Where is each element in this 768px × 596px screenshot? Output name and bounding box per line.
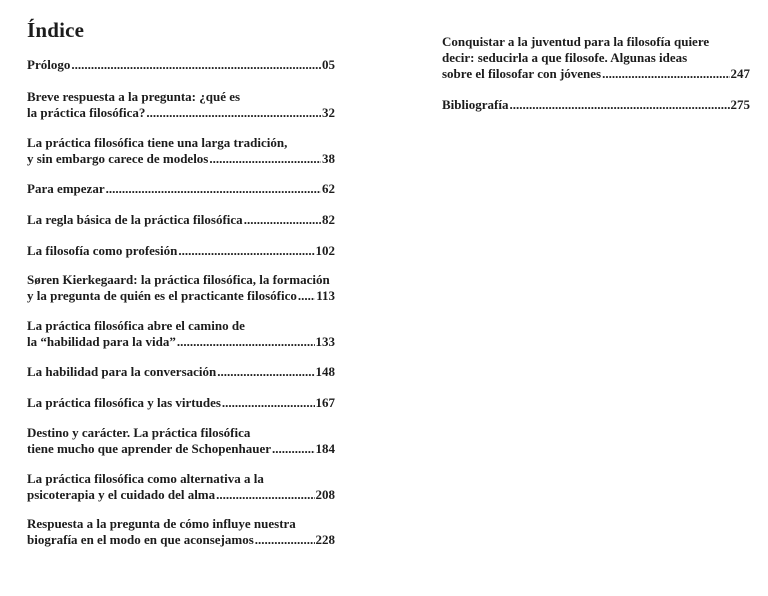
page-title: Índice <box>27 18 85 42</box>
toc-entry-title: la “habilidad para la vida” <box>27 334 176 349</box>
toc-entry[interactable] <box>442 34 750 82</box>
toc-column-left <box>27 57 335 548</box>
dot-leader <box>71 57 321 73</box>
dot-leader <box>298 288 315 304</box>
toc-entry-title: sobre el filosofar con jóvenes <box>442 66 602 81</box>
toc-entry-title: Breve respuesta a la pregunta: ¿qué es <box>27 89 241 104</box>
toc-entry[interactable] <box>27 243 335 259</box>
toc-entry[interactable] <box>27 395 335 411</box>
dot-leader <box>509 97 729 113</box>
toc-page-number: 247 <box>730 66 750 81</box>
dot-leader <box>244 212 321 228</box>
toc-entry-title: La práctica filosófica como alternativa a la <box>27 471 264 486</box>
toc-entry[interactable] <box>27 425 335 457</box>
toc-entry[interactable] <box>27 272 335 304</box>
toc-page-number: 62 <box>322 181 335 196</box>
dot-leader <box>146 105 321 121</box>
toc-entry-title: la práctica filosófica? <box>27 105 146 120</box>
toc-page-number: 38 <box>322 151 335 166</box>
toc-entry[interactable] <box>27 135 335 167</box>
dot-leader <box>216 487 314 503</box>
toc-entry-title: La práctica filosófica abre el camino de <box>27 318 245 333</box>
toc-page-number: 05 <box>322 57 335 72</box>
toc-entry[interactable] <box>27 181 335 197</box>
toc-entry[interactable] <box>27 471 335 503</box>
toc-entry-title: decir: seducirla a que filosofe. Algunas ideas <box>442 50 688 65</box>
toc-entry-title: y sin embargo carece de modelos <box>27 151 209 166</box>
toc-entry-title: Søren Kierkegaard: la práctica filosófica, la formación <box>27 272 330 287</box>
toc-page-number: 133 <box>315 334 335 349</box>
dot-leader <box>222 395 315 411</box>
toc-entry-title: Conquistar a la juventud para la filosofía quiere <box>442 34 710 49</box>
toc-entry-title: Para empezar <box>27 181 105 196</box>
toc-page-number: 102 <box>315 243 335 258</box>
toc-entry-title: La filosofía como profesión <box>27 243 178 258</box>
toc-entry[interactable] <box>27 516 335 548</box>
toc-column-right <box>442 34 750 113</box>
dot-leader <box>178 243 314 259</box>
toc-page-number: 148 <box>315 364 335 379</box>
toc-entry[interactable] <box>27 57 335 73</box>
toc-page-number: 82 <box>322 212 335 227</box>
toc-entry-title: La habilidad para la conversación <box>27 364 217 379</box>
toc-entry-title: tiene mucho que aprender de Schopenhauer <box>27 441 272 456</box>
toc-entry[interactable] <box>442 97 750 113</box>
dot-leader <box>209 151 321 167</box>
dot-leader <box>106 181 321 197</box>
toc-entry-title: biografía en el modo en que aconsejamos <box>27 532 254 547</box>
dot-leader <box>272 441 314 457</box>
dot-leader <box>602 66 729 82</box>
toc-page-number: 167 <box>315 395 335 410</box>
toc-page-number: 113 <box>316 288 335 303</box>
dot-leader <box>177 334 315 350</box>
dot-leader <box>255 532 315 548</box>
toc-entry[interactable] <box>27 318 335 350</box>
toc-entry-title: La práctica filosófica tiene una larga tradición, <box>27 135 288 150</box>
toc-page-number: 228 <box>315 532 335 547</box>
toc-entry[interactable] <box>27 364 335 380</box>
toc-page-number: 184 <box>315 441 335 456</box>
toc-entry-title: La práctica filosófica y las virtudes <box>27 395 221 410</box>
toc-entry-title: Prólogo <box>27 57 71 72</box>
toc-page-number: 208 <box>315 487 335 502</box>
toc-entry[interactable] <box>27 212 335 228</box>
dot-leader <box>217 364 314 380</box>
toc-entry-title: Respuesta a la pregunta de cómo influye nuestra <box>27 516 296 531</box>
toc-page-number: 275 <box>730 97 750 112</box>
toc-page-number: 32 <box>322 105 335 120</box>
toc-entry-title: psicoterapia y el cuidado del alma <box>27 487 216 502</box>
toc-entry-title: Bibliografía <box>442 97 509 112</box>
toc-entry-title: y la pregunta de quién es el practicante filosófico <box>27 288 297 303</box>
toc-entry-title: La regla básica de la práctica filosófica <box>27 212 243 227</box>
toc-entry-title: Destino y carácter. La práctica filosófica <box>27 425 251 440</box>
toc-entry[interactable] <box>27 89 335 121</box>
